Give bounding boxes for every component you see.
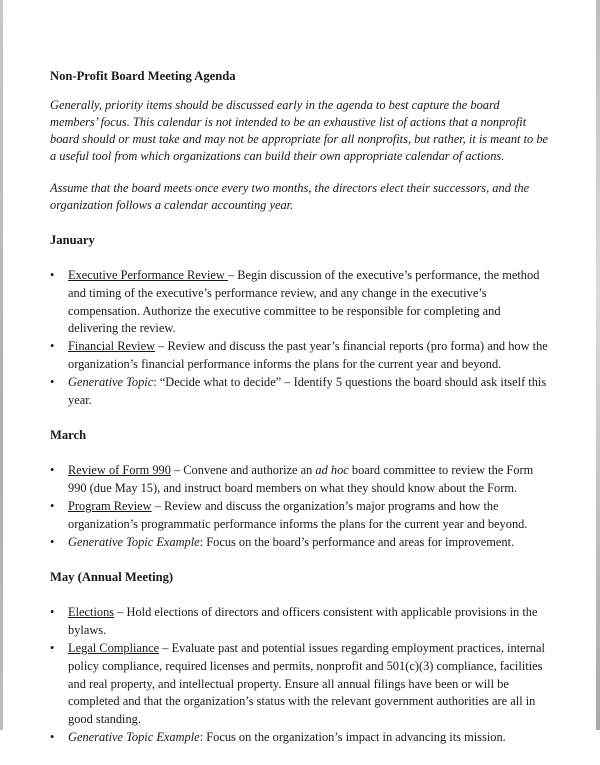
item-text: – Review and discuss the past year’s financial reports (pro forma) and how the organization’s financial performance informs the plans for the current year and beyond. [68, 339, 548, 371]
item-label: Review of Form 990 [68, 463, 171, 478]
item-label: Elections [68, 605, 115, 620]
item-text: – Evaluate past and potential issues regarding employment practices, internal policy compliance, required licenses and permits, nonprofit and 501(c)(3) compliance, facilities and real property, and intellectual property. Ensure all annual filings have been or will be completed and that the organization’s status with the relevant government authorities are all in good standing. [68, 640, 545, 727]
page-edge-left [0, 0, 3, 730]
item-text: – Convene and authorize an [170, 463, 316, 478]
item-label: Executive Performance Review [68, 268, 228, 282]
item-text: : Focus on the organization’s impact in advancing its mission. [199, 729, 506, 744]
item-label: Program Review [68, 498, 152, 513]
document-content [50, 68, 550, 765]
january-items [50, 267, 550, 409]
item-label: Generative Topic [68, 374, 154, 389]
intro-paragraph: Generally, priority items should be discussed early in the agenda to best capture the board members’ focus. This calendar is not intended to be an exhaustive list of actions that a nonprofit board should or must take and may not be appropriate for all nonprofits, but rather, it is meant to be a useful tool from which organizations can build their own appropriate calendar of actions. [50, 98, 549, 163]
march-items [50, 462, 550, 551]
list-item [50, 267, 550, 338]
item-label: Financial Review [68, 339, 156, 354]
may-items [50, 604, 550, 746]
item-emphasis: ad hoc [315, 463, 349, 478]
list-item [50, 729, 550, 747]
item-label: Legal Compliance [68, 640, 160, 655]
list-item [50, 604, 550, 640]
list-item [50, 338, 550, 374]
section-heading-may: May (Annual Meeting) [50, 570, 174, 585]
item-text: – Hold elections of directors and officers consistent with applicable provisions in the bylaws. [68, 605, 538, 638]
list-item [50, 640, 550, 729]
list-item [50, 534, 550, 552]
item-text: : Focus on the board’s performance and areas for improvement. [199, 534, 515, 549]
document-title: Non-Profit Board Meeting Agenda [50, 69, 236, 83]
list-item [50, 462, 550, 498]
item-text: board committee to review the Form 990 (due May 15), and instruct board members on what they should know about the Form. [68, 463, 534, 496]
page-edge-right [596, 0, 600, 730]
item-text: – Review and discuss the organization’s major programs and how the organization’s programmatic performance informs the plans for the current year and beyond. [68, 498, 528, 531]
item-text: – Begin discussion of the executive’s performance, the method and timing of the executive’s performance review, and any change in the executive’s compensation. Authorize the executive committee to be responsible for completing and delivering the review. [68, 268, 540, 336]
item-text: : “Decide what to decide” – Identify 5 questions the board should ask itself this year. [68, 374, 547, 407]
section-heading-january: January [50, 233, 95, 247]
item-label: Generative Topic Example [68, 534, 200, 549]
list-item [50, 374, 550, 410]
item-label: Generative Topic Example [68, 729, 200, 744]
section-heading-march: March [50, 428, 87, 443]
assumption-paragraph: Assume that the board meets once every two months, the directors elect their successors, and the organization follows a calendar accounting year. [50, 181, 530, 212]
list-item [50, 498, 550, 534]
